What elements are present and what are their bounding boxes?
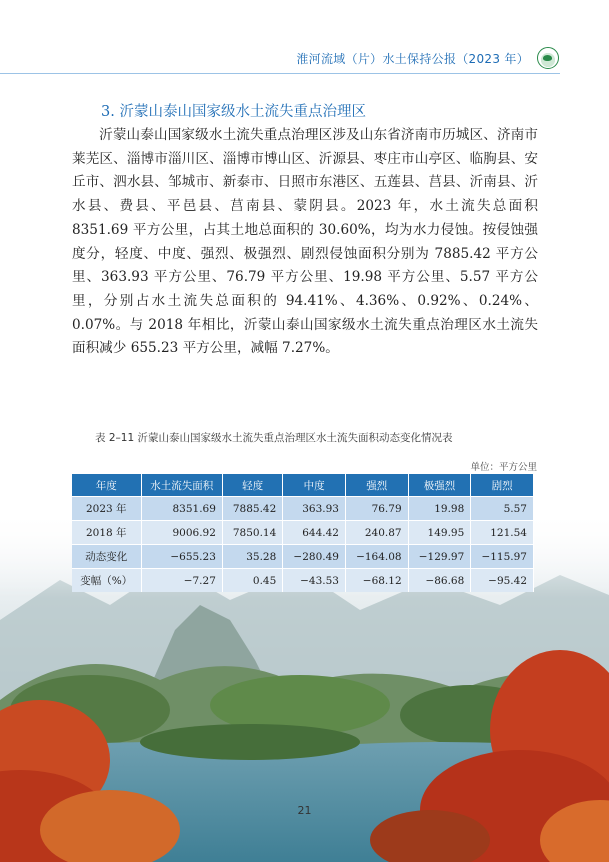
table-cell: −86.68 bbox=[408, 569, 471, 593]
table-cell: 7885.42 bbox=[222, 497, 282, 521]
table-header-row bbox=[72, 474, 534, 497]
publication-title: 淮河流域（片）水土保持公报（2023 年） bbox=[296, 51, 529, 66]
table-cell: 7850.14 bbox=[222, 521, 282, 545]
table-cell: 240.87 bbox=[345, 521, 408, 545]
table-cell: −68.12 bbox=[345, 569, 408, 593]
table-header-cell: 年度 bbox=[72, 474, 141, 497]
erosion-change-table bbox=[72, 474, 534, 592]
table-cell: −115.97 bbox=[471, 545, 534, 569]
table-header-cell: 轻度 bbox=[222, 474, 282, 497]
table-cell: 0.45 bbox=[222, 569, 282, 593]
table-cell: 变幅（%） bbox=[72, 569, 141, 593]
page-number: 21 bbox=[297, 804, 312, 817]
table-cell: 35.28 bbox=[222, 545, 282, 569]
table-cell: −164.08 bbox=[345, 545, 408, 569]
paragraph-text: 沂蒙山泰山国家级水土流失重点治理区涉及山东省济南市历城区、济南市莱芜区、淄博市淄川区、淄博市博山区、沂源县、枣庄市山亭区、临朐县、安丘市、泗水县、邹城市、新泰市、日照市东港区、五莲县、莒县、沂南县、沂水县、费县、平邑县、莒南县、蒙阴县。2023 年，水土流失总面积 8351.69 平方公里，占其土地总面积的 30.60%，均为水力侵蚀。按侵蚀强度分，轻度、中度、强烈、极强烈、剧烈侵蚀面积分别为 7885.42 平方公里、363.93 平方公里、76.79 平方公里、19.98 平方公里、5.57 平方公里，分别占水土流失总面积的 94.41%、4.36%、0.92%、0.24%、0.07%。与 2018 年相比，沂蒙山泰山国家级水土流失重点治理区水土流失面积减少 655.23 平方公里，减幅 7.27%。 bbox=[72, 127, 538, 357]
table-header-cell: 极强烈 bbox=[408, 474, 471, 497]
table-cell: −7.27 bbox=[141, 569, 222, 593]
table-header-cell: 中度 bbox=[283, 474, 346, 497]
table-cell: 363.93 bbox=[283, 497, 346, 521]
table-cell: 2018 年 bbox=[72, 521, 141, 545]
table-caption: 表 2–11 沂蒙山泰山国家级水土流失重点治理区水土流失面积动态变化情况表 bbox=[95, 432, 453, 444]
table-cell: 5.57 bbox=[471, 497, 534, 521]
body-paragraph bbox=[72, 124, 538, 361]
table-cell: 149.95 bbox=[408, 521, 471, 545]
table-cell: 8351.69 bbox=[141, 497, 222, 521]
table-cell: 76.79 bbox=[345, 497, 408, 521]
table-cell: −129.97 bbox=[408, 545, 471, 569]
table-cell: 644.42 bbox=[283, 521, 346, 545]
table-row bbox=[72, 497, 534, 521]
table-row bbox=[72, 521, 534, 545]
table-header-cell: 剧烈 bbox=[471, 474, 534, 497]
table-header-cell: 水土流失面积 bbox=[141, 474, 222, 497]
table-cell: 9006.92 bbox=[141, 521, 222, 545]
page-header bbox=[296, 47, 559, 69]
table-cell: −655.23 bbox=[141, 545, 222, 569]
section-heading: 3. 沂蒙山泰山国家级水土流失重点治理区 bbox=[101, 104, 366, 120]
table-unit: 单位：平方公里 bbox=[470, 462, 537, 473]
table-cell: −43.53 bbox=[283, 569, 346, 593]
table-row bbox=[72, 545, 534, 569]
soil-conservation-logo-icon bbox=[537, 47, 559, 69]
table-cell: −280.49 bbox=[283, 545, 346, 569]
table-cell: 121.54 bbox=[471, 521, 534, 545]
table-row bbox=[72, 569, 534, 593]
table-header-cell: 强烈 bbox=[345, 474, 408, 497]
table-cell: 动态变化 bbox=[72, 545, 141, 569]
table-cell: 2023 年 bbox=[72, 497, 141, 521]
header-divider bbox=[0, 73, 560, 74]
table-cell: −95.42 bbox=[471, 569, 534, 593]
table-cell: 19.98 bbox=[408, 497, 471, 521]
